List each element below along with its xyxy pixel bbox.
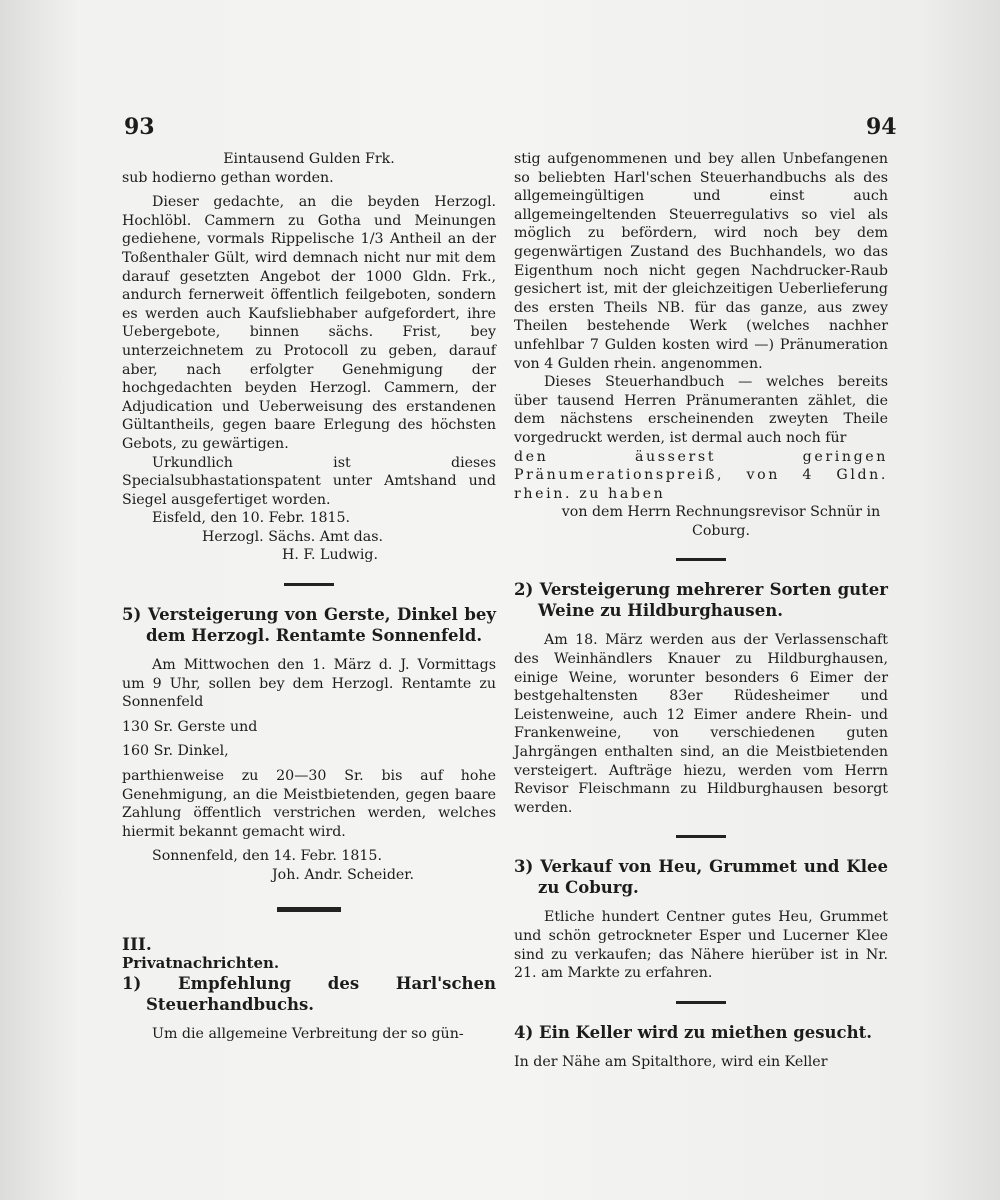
section-divider-right-1: [676, 558, 726, 561]
left-column: [122, 150, 496, 1043]
subscription-price-line: den äusserst geringen Pränumerationspreiß, von 4 Gldn. rhein. zu haben: [514, 448, 888, 502]
signature-place-date-2: Sonnenfeld, den 14. Febr. 1815.: [152, 848, 382, 865]
wine-auction-paragraph: Am 18. März werden aus der Verlassenschaft des Weinhändlers Knauer zu Hildburghausen, einige Weine, worunter besonders 6 Eimer der bestgehaltensten 83er Rüdesheimer und Leistenweine, auch 12 Eimer andere Rhein- und Frankenweine, von verschiedenen guten Jahrgängen enthalten sind, an die Meistbietenden versteigert. Aufträge hiezu, werden vom Herrn Revisor Fleischmann zu Hildburghausen besorgt werden.: [514, 632, 888, 816]
section-divider: [284, 583, 334, 586]
signature-office: Herzogl. Sächs. Amt das.: [202, 528, 384, 545]
certification-paragraph: Urkundlich ist dieses Specialsubhastationspatent unter Amtshand und Siegel ausgefertiget worden.: [122, 454, 496, 508]
tax-handbook-paragraph-cont: stig aufgenommenen und bey allen Unbefangenen so beliebten Harl'schen Steuerhandbuchs als des allgemeingültigen und einst auch allgemeingeltenden Steuerregulativs so viel als möglich zu befördern, wird noch bey dem gegenwärtigen Zustand des Buchhandels, wo das Eigenthum noch nicht gegen Nachdrucker-Raub gesichert ist, mit der gleichzeitigen Ueberlieferung des ersten Theils NB. für das ganze, aus zwey Theilen bestehende Werk (welches nachher unfehlbar 7 Gulden kosten wird —) Pränumeration von 4 Gulden rhein. angenommen.: [514, 151, 888, 372]
heading-item-3: 3) Verkauf von Heu, Grummet und Klee zu Coburg.: [514, 857, 888, 898]
subscription-paragraph: Dieses Steuerhandbuch — welches bereits über tausend Herren Pränumeranten zählet, die dem nächstens erscheinenden zweyten Theile vorgedruckt werden, ist dermal auch noch für: [514, 374, 888, 446]
item-spelt: 160 Sr. Dinkel,: [122, 743, 229, 760]
heading-item-5: 5) Versteigerung von Gerste, Dinkel bey dem Herzogl. Rentamte Sonnenfeld.: [122, 605, 496, 646]
heading-item-2: 2) Versteigerung mehrerer Sorten guter Weine zu Hildburghausen.: [514, 580, 888, 621]
sub-hodierno-line: sub hodierno gethan worden.: [122, 169, 334, 186]
amount-line: Eintausend Gulden Frk.: [223, 151, 395, 167]
sonnenfeld-paragraph: Am Mittwochen den 1. März d. J. Vormittags um 9 Uhr, sollen bey dem Herzogl. Rentamte zu Sonnenfeld: [122, 657, 496, 711]
section-divider-right-3: [676, 1001, 726, 1004]
section-subtitle: Privatnachrichten.: [122, 954, 280, 973]
tax-handbook-paragraph-start: Um die allgemeine Verbreitung der so gün-: [152, 1025, 464, 1042]
signature-name-2: Joh. Andr. Scheider.: [272, 867, 415, 883]
section-divider-right-2: [676, 835, 726, 838]
signature-place-date: Eisfeld, den 10. Febr. 1815.: [152, 510, 351, 527]
hay-sale-paragraph: Etliche hundert Centner gutes Heu, Grummet und schön getrockneter Esper und Lucerner Klee sind zu verkaufen; das Nähere hierüber ist in Nr. 21. am Markte zu erfahren.: [514, 909, 888, 982]
heading-item-4: 4) Ein Keller wird zu miethen gesucht.: [514, 1022, 872, 1042]
section-roman-numeral: III.: [122, 934, 152, 955]
part-divider: [277, 907, 341, 912]
sale-terms-paragraph: parthienweise zu 20—30 Sr. bis auf hohe Genehmigung, an die Meistbietenden, gegen baare Zahlung öffentlich verstrichen werden, welches hiermit bekannt gemacht wird.: [122, 768, 496, 840]
heading-item-1: 1) Empfehlung des Harl'schen Steuerhandbuchs.: [122, 973, 496, 1014]
auction-paragraph: Dieser gedachte, an die beyden Herzogl. Hochlöbl. Cammern zu Gotha und Meinungen gediehene, vormals Rippelische 1/3 Antheil an der Toßenthaler Gült, wird demnach nicht nur mit dem darauf gesetzten Angebot der 1000 Gldn. Frk., andurch fernerweit öffentlich feilgeboten, sondern es werden auch Kaufsliebhaber aufgefordert, ihre Uebergebote, binnen sächs. Frist, bey unterzeichnetem zu Protocoll zu geben, darauf aber, nach erfolgter Genehmigung der hochgedachten beyden Herzogl. Cammern, der Adjudication und Ueberweisung des erstandenen Gültantheils, gegen baare Erlegung des höchsten Gebots, zu gewärtigen.: [122, 194, 496, 452]
cellar-paragraph-start: In der Nähe am Spitalthore, wird ein Keller: [514, 1053, 828, 1070]
revisor-signature: von dem Herrn Rechnungsrevisor Schnür in Coburg.: [561, 504, 881, 539]
signature-name: H. F. Ludwig.: [282, 547, 378, 564]
right-column: [514, 150, 888, 1071]
page-number-left: 93: [124, 114, 155, 140]
page-number-right: 94: [866, 114, 897, 140]
item-barley: 130 Sr. Gerste und: [122, 718, 258, 735]
